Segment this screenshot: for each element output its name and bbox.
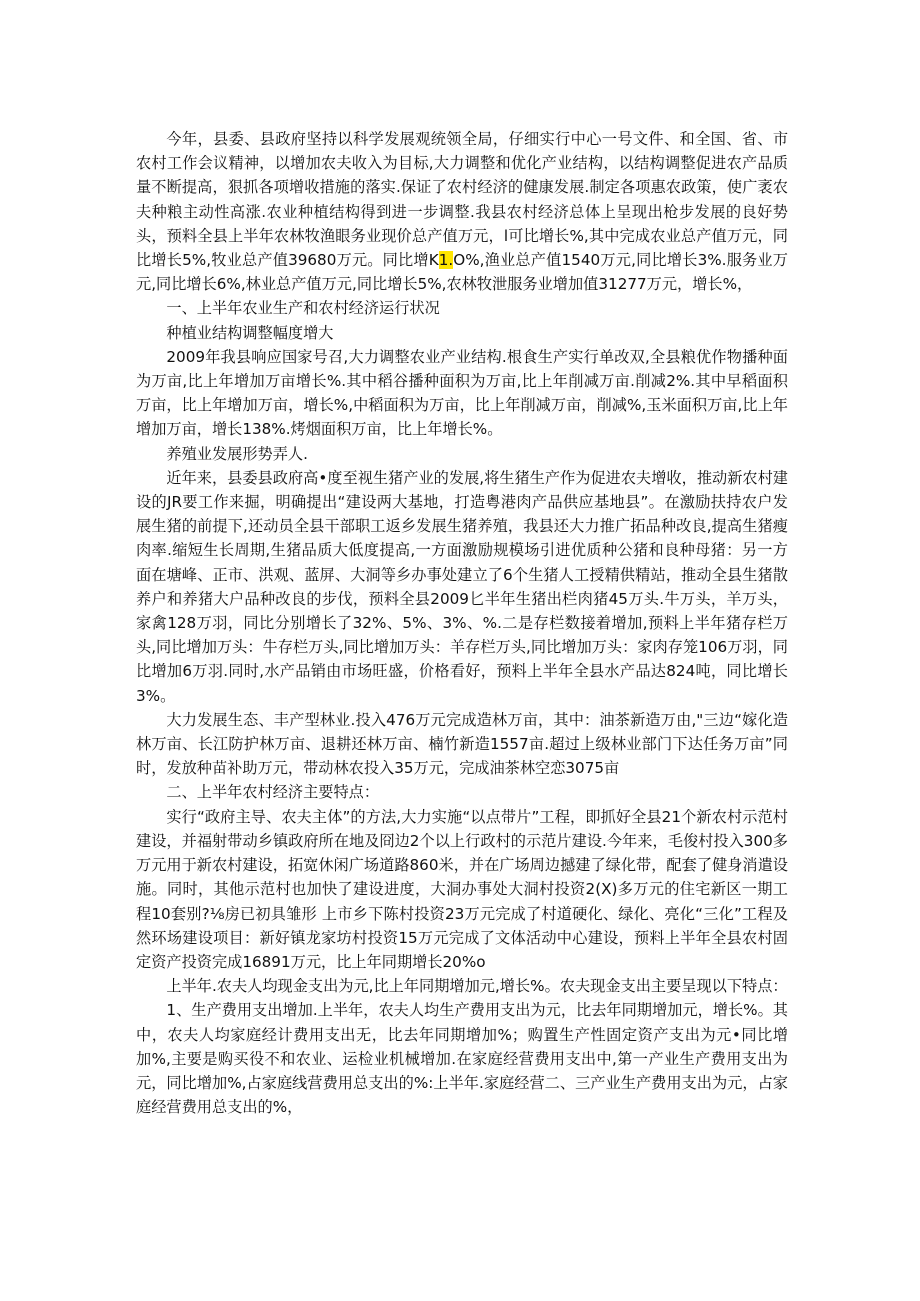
document-body	[136, 127, 788, 1119]
subheading-breeding: 养殖业发展形势弄人.	[166, 444, 308, 463]
paragraph-cash-expenditure: 上半年.农夫人均现金支出为元,比上年同期增加元,增长%。农夫现金支出主要呈现以下特点：	[166, 977, 788, 996]
paragraph-new-village: 实行“政府主导、农夫主体”的方法,大力实施“以点带片”工程，即抓好全县21个新农村示范村建设，并福射带动乡镇政府所在地及冏边2个以上行政村的示范片建设.今年来，毛俊村投入300多万元用于新农村建设，拓宽休闲广场道路860米，并在广场周边撼建了绿化带，配套了健身消遣设施。同时，其他示范村也加快了建设进度，大洞办事处大洞村投资2(X)多万元的住宅新区一期工程10套别?⅛房已初具雏形 上市乡下陈村投资23万元完成了村道硬化、绿化、亮化“三化”工程及然环场建设项目：新好镇龙家坊村投资15万元完成了文体活动中心建设，预料上半年全县农村固定资产投资完成16891万元，比上年同期增长20%o	[136, 807, 788, 971]
subheading-planting: 种植业结构调整幅度增大	[166, 323, 334, 342]
paragraph-breeding: 近年来，县委县政府高•度至视生猪产业的发展,将生猪生产作为促进农夫增收，推动新农村建设的JR要工作来掘，明确提出“建设两大基地，打造粤港肉产品供应基地县”。在激励扶持农户发展生猪的前提下,还动员全县干部职工返乡发展生猪养殖，我县还大力推广拓品种改良,提高生猪瘦肉率.缩短生长周期,生猪品质大低度提高,一方面激励规模场引进优质种公猪和良种母猪：另一方面在塘峰、正市、洪观、蓝屏、大洞等乡办事处建立了6个生猪人工授精供精站，推动全县生猪散养户和养猪大户品种改良的步伐，预料全县2009匕半年生猪出栏肉猪45万头.牛万头，羊万头，家禽128万羽，同比分别增长了32%、5%、3%、%.二是存栏数接着增加,预料上半年猪存栏万头,同比增加万头：牛存栏万头,同比增加万头：羊存栏万头,同比增加万头：家肉存笼106万羽，同比增加6万羽.同时,水产品销由市场旺盛，价格看好，预料上半年全县水产品达824吨，同比增长3%。	[136, 468, 788, 705]
section-heading-2: 二、上半年农村经济主要特点：	[166, 783, 380, 802]
paragraph-forestry: 大力发展生态、丰产型林业.投入476万元完成造林万亩，其中：油茶新造万由,"三边“嫁化造林万亩、长江防护林万亩、退耕还林万亩、楠竹新造1557亩.超过上级林业部门下达任务万亩”同时，发放种苗补助万元，带动林农投入35万元，完成油茶林空恋3075亩	[136, 710, 788, 778]
paragraph-planting: 2009年我县响应国家号召,大力调整农业产业结构.根食生产实行单改双,全县粮优作物播种面为万亩,比上年增加万亩增长%.其中稻谷播种面积为万亩,比上年削减万亩.削减2%.其中早稻面积万亩，比上年增加万亩，增长%,中稻面积为万亩，比上年削减万亩，削减%,玉米面积万亩,比上年增加万亩，增长138%.烤烟面积万亩，比上年增长%。	[136, 347, 788, 439]
highlighted-text: 1.	[438, 251, 454, 270]
intro-text-part-2: O%,渔业总产值1540万元,同比增长3%.服务业万元,同比增长6%,林业总产值万元,同比增长5%,农林牧泄服务业增加值31277万元，增长%，	[136, 251, 788, 294]
paragraph-production-costs: 1、生产费用支出增加.上半年，农夫人均生产费用支出为元，比去年同期增加元，增长%。其中，农夫人均家庭经计费用支出无，比去年同期增加%；购置生产性固定资产支出为元•同比增加%,主要是购买役不和农业、运检业机械增加.在家庭经营费用支出中,第一产业生产费用支出为元，同比增加%,占家庭线营费用总支出的%:上半年.家庭经营二、三产业生产费用支出为元，占家庭经营费用总支出的%，	[136, 1001, 788, 1117]
intro-text-part-1: 今年，县委、县政府坚持以科学发展观统领全局，仔细实行中心一号文件、和全国、省、市农村工作会议精神，以增加农夫收入为目标,大力调整和优化产业结构，以结构调整促进农产品质量不断提高，狠抓各项增收措施的落实.保证了农村经济的健康发展.制定各项惠农政策，使广袤农夫种粮主动性高涨.农业种植结构得到进一步调整.我县农村经济总体上呈现出枪步发展的良好势头，预料全县上半年农林牧渔眼务业现价总产值万元，l可比增长%,其中完成农业总产值万元，同比增长5%,牧业总产值39680万元。同比增K	[136, 130, 788, 270]
paragraph-intro	[136, 127, 788, 296]
section-heading-1: 一、上半年农业生产和农村经济运行状况	[166, 299, 440, 318]
